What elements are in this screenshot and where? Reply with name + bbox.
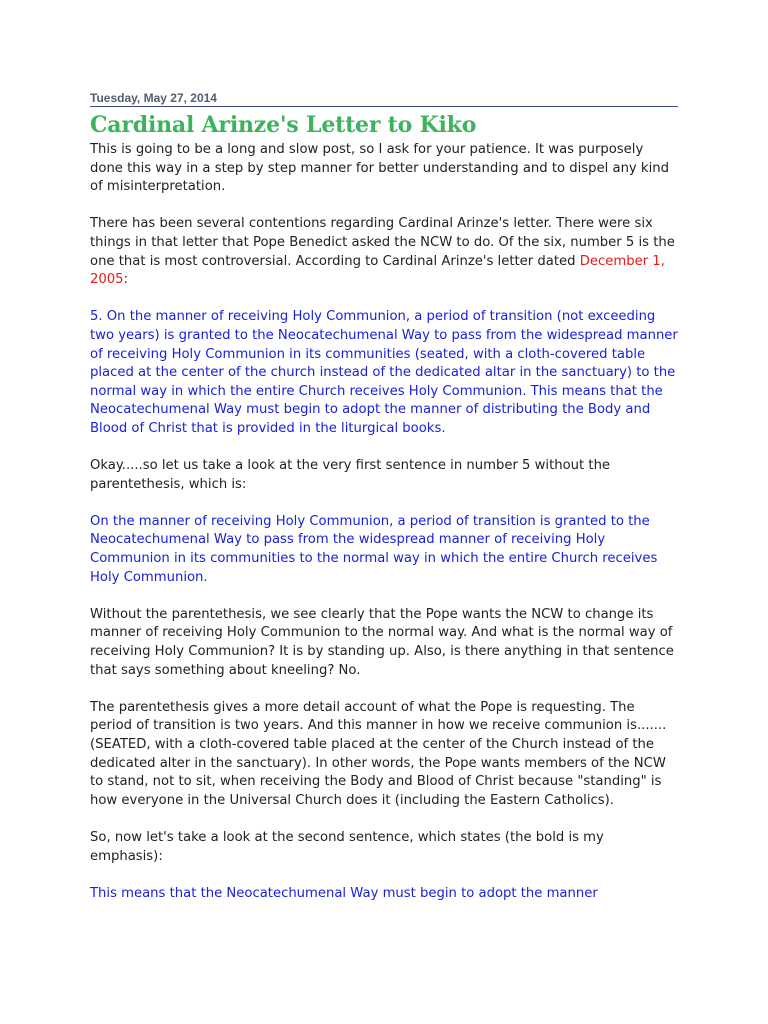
paragraph-intro: This is going to be a long and slow post, so I ask for your patience. It was purposely done this way in a step by step manner for better understanding and to dispel any kind of misinterpretation.: [90, 142, 669, 195]
letter-date: December 1, 2005: [90, 253, 665, 288]
paragraph-contentions-end: :: [123, 272, 129, 288]
post-date: Tuesday, May 27, 2014: [90, 91, 678, 107]
paragraph-first-sentence: Okay.....so let us take a look at the very first sentence in number 5 without the parentethesis, which is:: [90, 458, 611, 492]
quote-first-sentence: On the manner of receiving Holy Communion, a period of transition is granted to the Neocatechumenal Way to pass from the widespread manner of receiving Holy Communion in its communities to the normal way in which the entire Church receives Holy Communion.: [90, 513, 658, 585]
quote-second-sentence: This means that the Neocatechumenal Way must begin to adopt the manner: [90, 885, 598, 901]
paragraph-contentions: [90, 215, 678, 289]
paragraph-without-parentethesis: Without the parentethesis, we see clearly that the Pope wants the NCW to change its manner of receiving Holy Communion to the normal way. And what is the normal way of receiving Holy Communion? It is by standing up. Also, is there anything in that sentence that says something about kneeling? No.: [90, 606, 674, 678]
post-title[interactable]: Cardinal Arinze's Letter to Kiko: [90, 112, 477, 138]
paragraph-parentethesis: The parentethesis gives a more detail account of what the Pope is requesting. The period of transition is two years. And this manner in how we receive communion is.......(SEATED, with a cloth-covered table placed at the center of the Church instead of the dedicated alter in the sanctuary). In other words, the Pope wants members of the NCW to stand, not to sit, when receiving the Body and Blood of Christ because "standing" is how everyone in the Universal Church does it (including the Eastern Catholics).: [90, 699, 667, 808]
quote-number-five: 5. On the manner of receiving Holy Communion, a period of transition (not exceeding two years) is granted to the Neocatechumenal Way to pass from the widespread manner of receiving Holy Communion in its communities (seated, with a cloth-covered table placed at the center of the church instead of the dedicated altar in the sanctuary) to the normal way in which the entire Church receives Holy Communion. This means that the Neocatechumenal Way must begin to adopt the manner of distributing the Body and Blood of Christ that is provided in the liturgical books.: [90, 309, 678, 436]
paragraph-second-sentence: So, now let's take a look at the second sentence, which states (the bold is my emphasis):: [90, 829, 604, 864]
blog-post: [90, 91, 678, 922]
paragraph-contentions-text: There has been several contentions regarding Cardinal Arinze's letter. There were six things in that letter that Pope Benedict asked the NCW to do. Of the six, number 5 is the one that is most controversial. According to Cardinal Arinze's letter dated: [90, 216, 675, 269]
